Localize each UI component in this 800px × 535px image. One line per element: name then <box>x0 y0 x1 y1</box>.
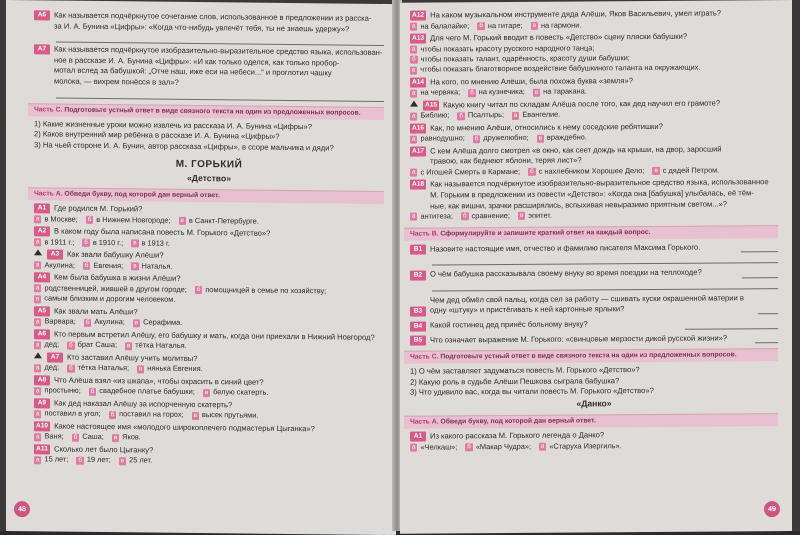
option-letter: в <box>204 388 209 396</box>
option-letter: б <box>474 134 479 142</box>
answer-option[interactable] <box>531 20 582 31</box>
option-letter: а <box>412 443 416 451</box>
question-number: А7 <box>34 44 50 54</box>
question-text: Что Алёша взял «из шкапа», чтобы окрасить в синий цвет? <box>54 375 264 387</box>
answer-option[interactable] <box>410 88 460 99</box>
option-text: Евангелие. <box>522 110 561 120</box>
option-text: чтобы показать благотворное воздействие бабушкиного таланта на окружающих. <box>420 63 701 75</box>
option-text: на червяка; <box>420 87 461 98</box>
short-answer-item <box>410 333 778 346</box>
answer-option[interactable] <box>34 317 76 328</box>
question-number: А9 <box>34 398 50 408</box>
question-text-line: Чем дед обмёл свой пальц, когда сел за работу — сшивать куски окрашенной материи в <box>430 293 744 305</box>
question-text: Как дед наказал Алёшу за испорченную скатерть? <box>54 398 233 410</box>
option-letter: в <box>36 294 40 302</box>
answer-option[interactable] <box>473 133 529 144</box>
answer-option[interactable] <box>34 260 75 271</box>
option-letter: а <box>412 45 416 53</box>
answer-option[interactable] <box>512 110 560 121</box>
answer-line[interactable] <box>685 320 778 330</box>
answer-option[interactable] <box>477 20 522 31</box>
question-text-line: М. Горьким в предложении из повести «Детство»: «Когда она [бабушка] улыбалась, её тём- <box>430 188 754 200</box>
question-number: А7 <box>47 352 63 362</box>
question-text: Как звали мать Алёши? <box>54 306 138 317</box>
answer-option[interactable] <box>109 409 184 420</box>
option-text: на таракана. <box>543 86 587 97</box>
option-text: Серафима. <box>143 317 183 328</box>
question-number: В5 <box>410 336 426 346</box>
option-text: Саша; <box>82 432 104 442</box>
option-letter: б <box>69 341 73 349</box>
option-text: 25 лет. <box>129 455 153 465</box>
option-letter: в <box>541 442 545 450</box>
answer-option[interactable] <box>83 261 123 272</box>
option-text: равнодушно; <box>420 133 465 144</box>
answer-line[interactable] <box>742 269 778 278</box>
option-letter: в <box>113 433 118 441</box>
answer-option[interactable] <box>468 87 525 98</box>
option-text: антитеза; <box>420 211 453 221</box>
question-number: А10 <box>34 421 50 431</box>
option-text: в 1913 г. <box>141 238 170 248</box>
option-letter: б <box>84 261 89 270</box>
option-letter: в <box>134 318 139 326</box>
part-c-item: 2) Каков внутренний мир ребёнка в рассказе И. А. Бунина «Цифры»? <box>34 129 280 142</box>
option-text: Наталья. <box>141 261 173 271</box>
question-text-line: за И. А. Бунина «Цифры»: «Когда что-нибудь увлечёт тебя, ты не знаешь удержу»? <box>54 21 350 34</box>
answer-line[interactable] <box>755 334 778 343</box>
question-text-line: мотал вслед за бабушкой: „Отче наш, иже еси на небеси...“ и проглотил чашку <box>54 65 332 78</box>
option-letter: а <box>36 215 40 223</box>
question-body <box>430 268 738 281</box>
option-text: Евгения; <box>93 260 124 271</box>
work-title: «Детство» <box>187 173 231 184</box>
part-label: Часть А. <box>34 190 63 198</box>
option-letter: а <box>36 363 40 371</box>
answer-option[interactable] <box>84 317 125 328</box>
question-text: На кого, по мнению Алёши, была похожа буква «земля»? <box>430 75 633 87</box>
question-text-line: одну «штуку» и пристёгивать к ней картонные ярлыки? <box>430 304 625 315</box>
question-number: А18 <box>410 180 426 190</box>
question-text: Какую книгу читал по складам Алёша после того, как дед научил его грамоте? <box>443 98 721 110</box>
answer-option[interactable] <box>34 363 59 374</box>
option-letter: б <box>78 456 82 464</box>
option-letter: в <box>133 262 137 270</box>
option-text: белую скатерть. <box>213 387 269 398</box>
question-number: А5 <box>34 306 50 316</box>
question-text-line: молока, — вихрем понёсся в зал»? <box>54 76 179 87</box>
answer-option[interactable] <box>76 455 110 466</box>
question-text-line: С кем Алёша долго смотрел «в окно, как сеет дождь на крыши, на двор, заросший <box>430 144 722 156</box>
answer-option[interactable] <box>67 363 129 374</box>
option-text: на балалайке; <box>420 20 470 31</box>
option-text: поставил в угол; <box>44 408 101 419</box>
answer-options <box>410 165 778 178</box>
bullet-triangle-icon <box>410 100 418 106</box>
answer-option[interactable] <box>410 21 469 32</box>
option-letter: в <box>412 66 416 74</box>
question-item <box>410 144 778 168</box>
answer-option[interactable] <box>410 134 465 145</box>
question-text-line: ные, как вишни, зрачки расширялись, вспыхивая невыразимо приятным светом...»? <box>430 199 728 211</box>
page-number: 49 <box>764 501 780 517</box>
option-text: «Старуха Изергиль». <box>549 440 622 451</box>
option-letter: б <box>69 364 73 372</box>
option-text: брат Саша; <box>77 340 117 350</box>
answer-option[interactable] <box>518 211 552 222</box>
answer-option[interactable] <box>457 110 504 121</box>
question-number: А1 <box>34 204 50 214</box>
option-letter: б <box>196 286 201 294</box>
part-c-item: 1) Какие жизненные уроки можно извлечь из рассказа И. А. Бунина «Цифры»? <box>34 118 312 131</box>
option-letter: в <box>532 21 536 29</box>
question-body <box>54 11 384 36</box>
answer-option[interactable] <box>137 364 203 375</box>
part-c-item: 2) Какую роль в судьбе Алёши Пешкова сыграла бабушка? <box>410 375 620 387</box>
option-text: с нахлебником Хорошее Дело; <box>538 166 645 176</box>
short-answer-item <box>410 318 778 331</box>
option-letter: в <box>133 239 137 247</box>
part-label: Часть С. <box>410 353 439 361</box>
option-text: дружелюбно; <box>483 133 529 143</box>
question-text: Что означает выражение М. Горького: «свинцовые мерзости дикой русской жизни»? <box>430 333 728 345</box>
option-letter: в <box>193 411 197 419</box>
option-letter: в <box>538 134 542 142</box>
question-body <box>430 319 681 331</box>
option-text: Акулина; <box>44 260 75 270</box>
question-body <box>430 242 737 255</box>
question-text: Из какого рассказа М. Горького легенда о Данко? <box>430 430 605 441</box>
option-text: сравнение; <box>471 211 510 221</box>
answer-option[interactable] <box>125 341 187 352</box>
option-text: нянька Евгения. <box>147 363 203 374</box>
option-text: самым близким и дорогим человеком. <box>44 293 176 305</box>
option-letter: а <box>36 238 40 246</box>
option-letter: б <box>412 55 416 63</box>
option-text: в Санкт-Петербурге. <box>188 215 259 226</box>
question-number: А13 <box>410 34 426 44</box>
question-number: А3 <box>47 250 63 260</box>
answer-option[interactable] <box>179 216 259 227</box>
question-number: А15 <box>423 100 439 110</box>
option-letter: а <box>412 89 416 97</box>
answer-option[interactable] <box>192 410 259 421</box>
answer-option[interactable] <box>34 237 74 248</box>
option-text: тётка Наталья. <box>135 340 187 351</box>
part-instruction: Обведи букву, под которой дан верный ответ. <box>64 190 220 200</box>
question-number: В2 <box>410 270 426 280</box>
option-text: 19 лет; <box>86 455 111 465</box>
answer-option[interactable] <box>461 211 510 222</box>
part-a-header <box>28 188 384 205</box>
option-text: тётка Наталья; <box>77 363 129 373</box>
question-number: А2 <box>34 227 50 237</box>
option-text: с дядей Петром. <box>662 165 720 175</box>
question-body <box>430 178 778 212</box>
answer-option[interactable] <box>195 285 326 297</box>
question-item <box>410 178 778 212</box>
answer-option[interactable] <box>539 441 622 452</box>
option-letter: б <box>73 433 78 441</box>
question-text: Сколько лет было Цыганку? <box>54 444 154 455</box>
option-letter: а <box>36 386 40 394</box>
option-text: чтобы показать талант, одарённость, красоту души бабушки; <box>420 53 630 64</box>
option-text: «Макар Чудра»; <box>475 441 532 451</box>
question-number: А6 <box>34 329 50 339</box>
option-letter: а <box>36 432 40 440</box>
question-text-line: ное в рассказе И. А. Бунина «Цифры»: «И как только оделся, как только пробор- <box>54 55 340 68</box>
option-letter: в <box>514 111 518 119</box>
answer-options <box>410 63 778 76</box>
option-letter: а <box>412 168 416 176</box>
answer-option[interactable] <box>537 133 587 144</box>
answer-option[interactable] <box>410 63 700 75</box>
part-instruction: Подготовьте устный ответ в виде связного текста на один из предложенных вопросов. <box>64 106 361 117</box>
option-letter: б <box>84 238 88 246</box>
question-text-line: Как называется подчёркнутое сочетание слов, использованное в предложении из расска- <box>54 10 372 23</box>
question-number: А6 <box>34 10 50 20</box>
option-text: «Челкаш»; <box>420 441 458 452</box>
option-letter: б <box>479 21 483 29</box>
option-letter: а <box>412 213 416 221</box>
answer-line[interactable] <box>741 243 778 252</box>
answer-option[interactable] <box>131 238 170 249</box>
page-number: 48 <box>14 501 30 517</box>
part-a-header <box>404 413 778 429</box>
option-text: на гитаре; <box>487 20 523 30</box>
question-text: Кто первым встретил Алёшу, его бабушку и мать, когда они приехали в Нижний Новгород? <box>54 329 375 342</box>
option-text: свадебное платье бабушки; <box>99 386 195 397</box>
answer-option[interactable] <box>410 111 449 122</box>
part-label: Часть А. <box>410 418 439 426</box>
answer-option[interactable] <box>203 387 269 398</box>
question-number: А8 <box>34 375 50 385</box>
option-text: чтобы показать красоту русского народного танца; <box>420 42 595 54</box>
option-letter: б <box>470 88 474 96</box>
question-body <box>430 293 754 316</box>
question-text: Где родился М. Горький? <box>54 203 143 214</box>
option-text: враждебно. <box>546 132 587 143</box>
question-text: Кто заставил Алёшу учить молитвы? <box>67 352 198 363</box>
option-text: в 1910 г.; <box>92 237 124 248</box>
answer-option[interactable] <box>410 167 520 178</box>
part-c-header <box>404 348 778 364</box>
answer-option[interactable] <box>119 456 152 467</box>
option-text: на кузнечика; <box>478 87 525 97</box>
answer-option[interactable] <box>133 318 182 329</box>
question-number: А16 <box>410 123 426 133</box>
option-text: помощницей в семье по хозяйству; <box>205 285 327 296</box>
option-text: родственницей, жившей в другом городе; <box>44 283 187 294</box>
option-text: на гармони. <box>540 20 582 30</box>
option-letter: б <box>462 212 467 220</box>
part-c-header <box>28 103 384 120</box>
option-letter: б <box>85 318 90 326</box>
option-letter: а <box>36 284 40 292</box>
option-text: в Нижнем Новгороде; <box>96 214 171 225</box>
answer-option[interactable] <box>34 294 175 306</box>
part-c-item: 3) На чьей стороне И. А. Бунин, автор рассказа «Цифры», в ссоре мальчика и дяди? <box>34 140 334 153</box>
option-letter: в <box>127 341 131 349</box>
option-text: Псалтырь; <box>467 110 505 120</box>
option-letter: б <box>459 111 463 119</box>
answer-option[interactable] <box>34 340 59 351</box>
author-heading: М. ГОРЬКИЙ <box>175 159 243 171</box>
part-label: Часть В. <box>410 230 439 238</box>
option-text: Библию; <box>420 110 450 121</box>
option-text: в Москве; <box>44 214 78 224</box>
answer-line[interactable] <box>758 305 778 314</box>
option-letter: в <box>139 364 143 372</box>
option-letter: б <box>110 410 115 418</box>
option-letter: б <box>87 215 92 224</box>
question-item <box>34 10 384 35</box>
option-letter: а <box>412 112 416 120</box>
left-page <box>6 0 396 535</box>
option-text: с Игошей Смерть в Кармане; <box>420 166 521 177</box>
answer-option[interactable] <box>86 215 171 226</box>
option-text: дед; <box>44 339 60 349</box>
answer-option[interactable] <box>112 432 141 443</box>
option-text: высек прутьями. <box>201 410 259 420</box>
question-text: Какой гостинец дед принёс больному внуку? <box>430 319 588 330</box>
option-text: 15 лет; <box>44 454 69 464</box>
answer-option[interactable] <box>533 87 587 98</box>
option-letter: а <box>412 22 416 30</box>
question-text: Назовите настоящие имя, отчество и фамилию писателя Максима Горького. <box>430 242 701 254</box>
question-text: Кем была бабушка в жизни Алёши? <box>54 272 181 284</box>
option-text: поставил на горох; <box>119 409 184 420</box>
option-text: Ваня; <box>44 431 64 441</box>
option-text: Яков. <box>122 432 141 442</box>
bullet-triangle-icon <box>34 352 42 358</box>
question-number: В1 <box>410 245 426 255</box>
option-letter: в <box>120 456 125 464</box>
answer-option[interactable] <box>34 386 81 397</box>
answer-option[interactable] <box>72 432 104 443</box>
option-letter: б <box>467 442 471 451</box>
question-text: О чём бабушка рассказывала своему внуку во время поездки на теплоходе? <box>430 267 702 279</box>
question-text: Для чего М. Горький вводит в повесть «Детство» сцену пляски бабушки? <box>430 31 688 43</box>
question-number: А17 <box>410 146 426 156</box>
answer-option[interactable] <box>410 442 457 453</box>
question-number: А14 <box>410 77 426 87</box>
answer-options <box>410 19 778 32</box>
answer-option[interactable] <box>34 409 101 420</box>
part-c-item: 1) О чём заставляет задуматься повесть М. Горького «Детство»? <box>410 365 640 376</box>
question-text: Как, по мнению Алёши, относились к нему соседские ребятишки? <box>430 121 663 133</box>
option-text: Варвара; <box>44 316 76 327</box>
option-letter: б <box>530 168 534 176</box>
question-number: А4 <box>34 273 50 283</box>
question-number: В3 <box>410 307 426 317</box>
question-text-line: Как называется подчёркнутое изобразительно-выразительное средство языка, использованное <box>430 177 769 189</box>
answer-option[interactable] <box>652 166 719 177</box>
short-answer-item <box>410 293 778 317</box>
work-title: «Данко» <box>576 398 612 409</box>
part-label: Часть С. <box>34 105 63 114</box>
option-text: простыню; <box>44 385 81 396</box>
option-letter: а <box>36 455 40 463</box>
question-number: А12 <box>410 11 426 21</box>
answer-option[interactable] <box>34 455 68 466</box>
option-letter: б <box>90 387 95 395</box>
question-number: В4 <box>410 321 426 331</box>
question-body <box>54 45 384 91</box>
right-page <box>400 0 792 534</box>
answer-option[interactable] <box>67 340 117 351</box>
bullet-triangle-icon <box>34 250 42 256</box>
option-letter: в <box>519 212 524 220</box>
answer-option[interactable] <box>82 238 123 249</box>
answer-option[interactable] <box>528 166 644 177</box>
option-text: дед; <box>44 362 60 372</box>
part-b-header <box>404 225 778 241</box>
answer-option[interactable] <box>131 261 172 272</box>
option-letter: в <box>534 88 539 96</box>
question-item <box>34 44 384 90</box>
question-body <box>430 144 778 168</box>
option-letter: в <box>180 216 184 225</box>
option-text: Акулина; <box>94 317 125 327</box>
question-text: На каком музыкальном инструменте дяда Алёши, Яков Васильевич, умел играть? <box>430 8 722 20</box>
answer-options <box>410 440 778 453</box>
option-letter: в <box>654 167 658 175</box>
part-instruction: Подготовьте устный ответ в виде связного текста на один из предложенных вопросов. <box>440 351 737 361</box>
answer-option[interactable] <box>465 441 531 452</box>
option-letter: а <box>36 409 40 417</box>
answer-option[interactable] <box>410 212 453 223</box>
question-number: А11 <box>34 444 50 454</box>
option-letter: а <box>36 317 40 325</box>
answer-option[interactable] <box>34 432 64 443</box>
part-c-item: 3) Что удивило вас, когда вы читали повесть М. Горького «Детство»? <box>410 386 654 398</box>
option-letter: а <box>36 340 40 348</box>
answer-options <box>410 209 778 222</box>
question-text-line: Как называется подчёркнутое изобразительно-выразительное средство языка, использован- <box>54 44 383 58</box>
answer-options <box>410 109 778 122</box>
part-instruction: Обведи букву, под которой дан верный ответ. <box>440 417 596 426</box>
answer-option[interactable] <box>89 386 195 398</box>
question-text: В каком году была написана повесть М. Горького «Детство»? <box>54 226 271 239</box>
answer-option[interactable] <box>34 214 78 225</box>
option-letter: а <box>36 261 40 269</box>
option-text: эпитет. <box>528 210 552 221</box>
option-text: в 1911 г.; <box>44 237 75 247</box>
question-number: А1 <box>410 431 426 441</box>
question-text: Как звали бабушку Алёши? <box>67 249 164 260</box>
question-text: Какое настоящее имя «молодого широкоплечего подмастерья Цыганка»? <box>54 421 315 433</box>
question-text-line: травою, как беднеют яблони, теряя лист»? <box>430 155 582 166</box>
part-instruction: Сформулируйте и запишите краткий ответ на каждый вопрос. <box>440 228 651 238</box>
question-body <box>430 333 751 346</box>
option-letter: а <box>412 135 416 143</box>
